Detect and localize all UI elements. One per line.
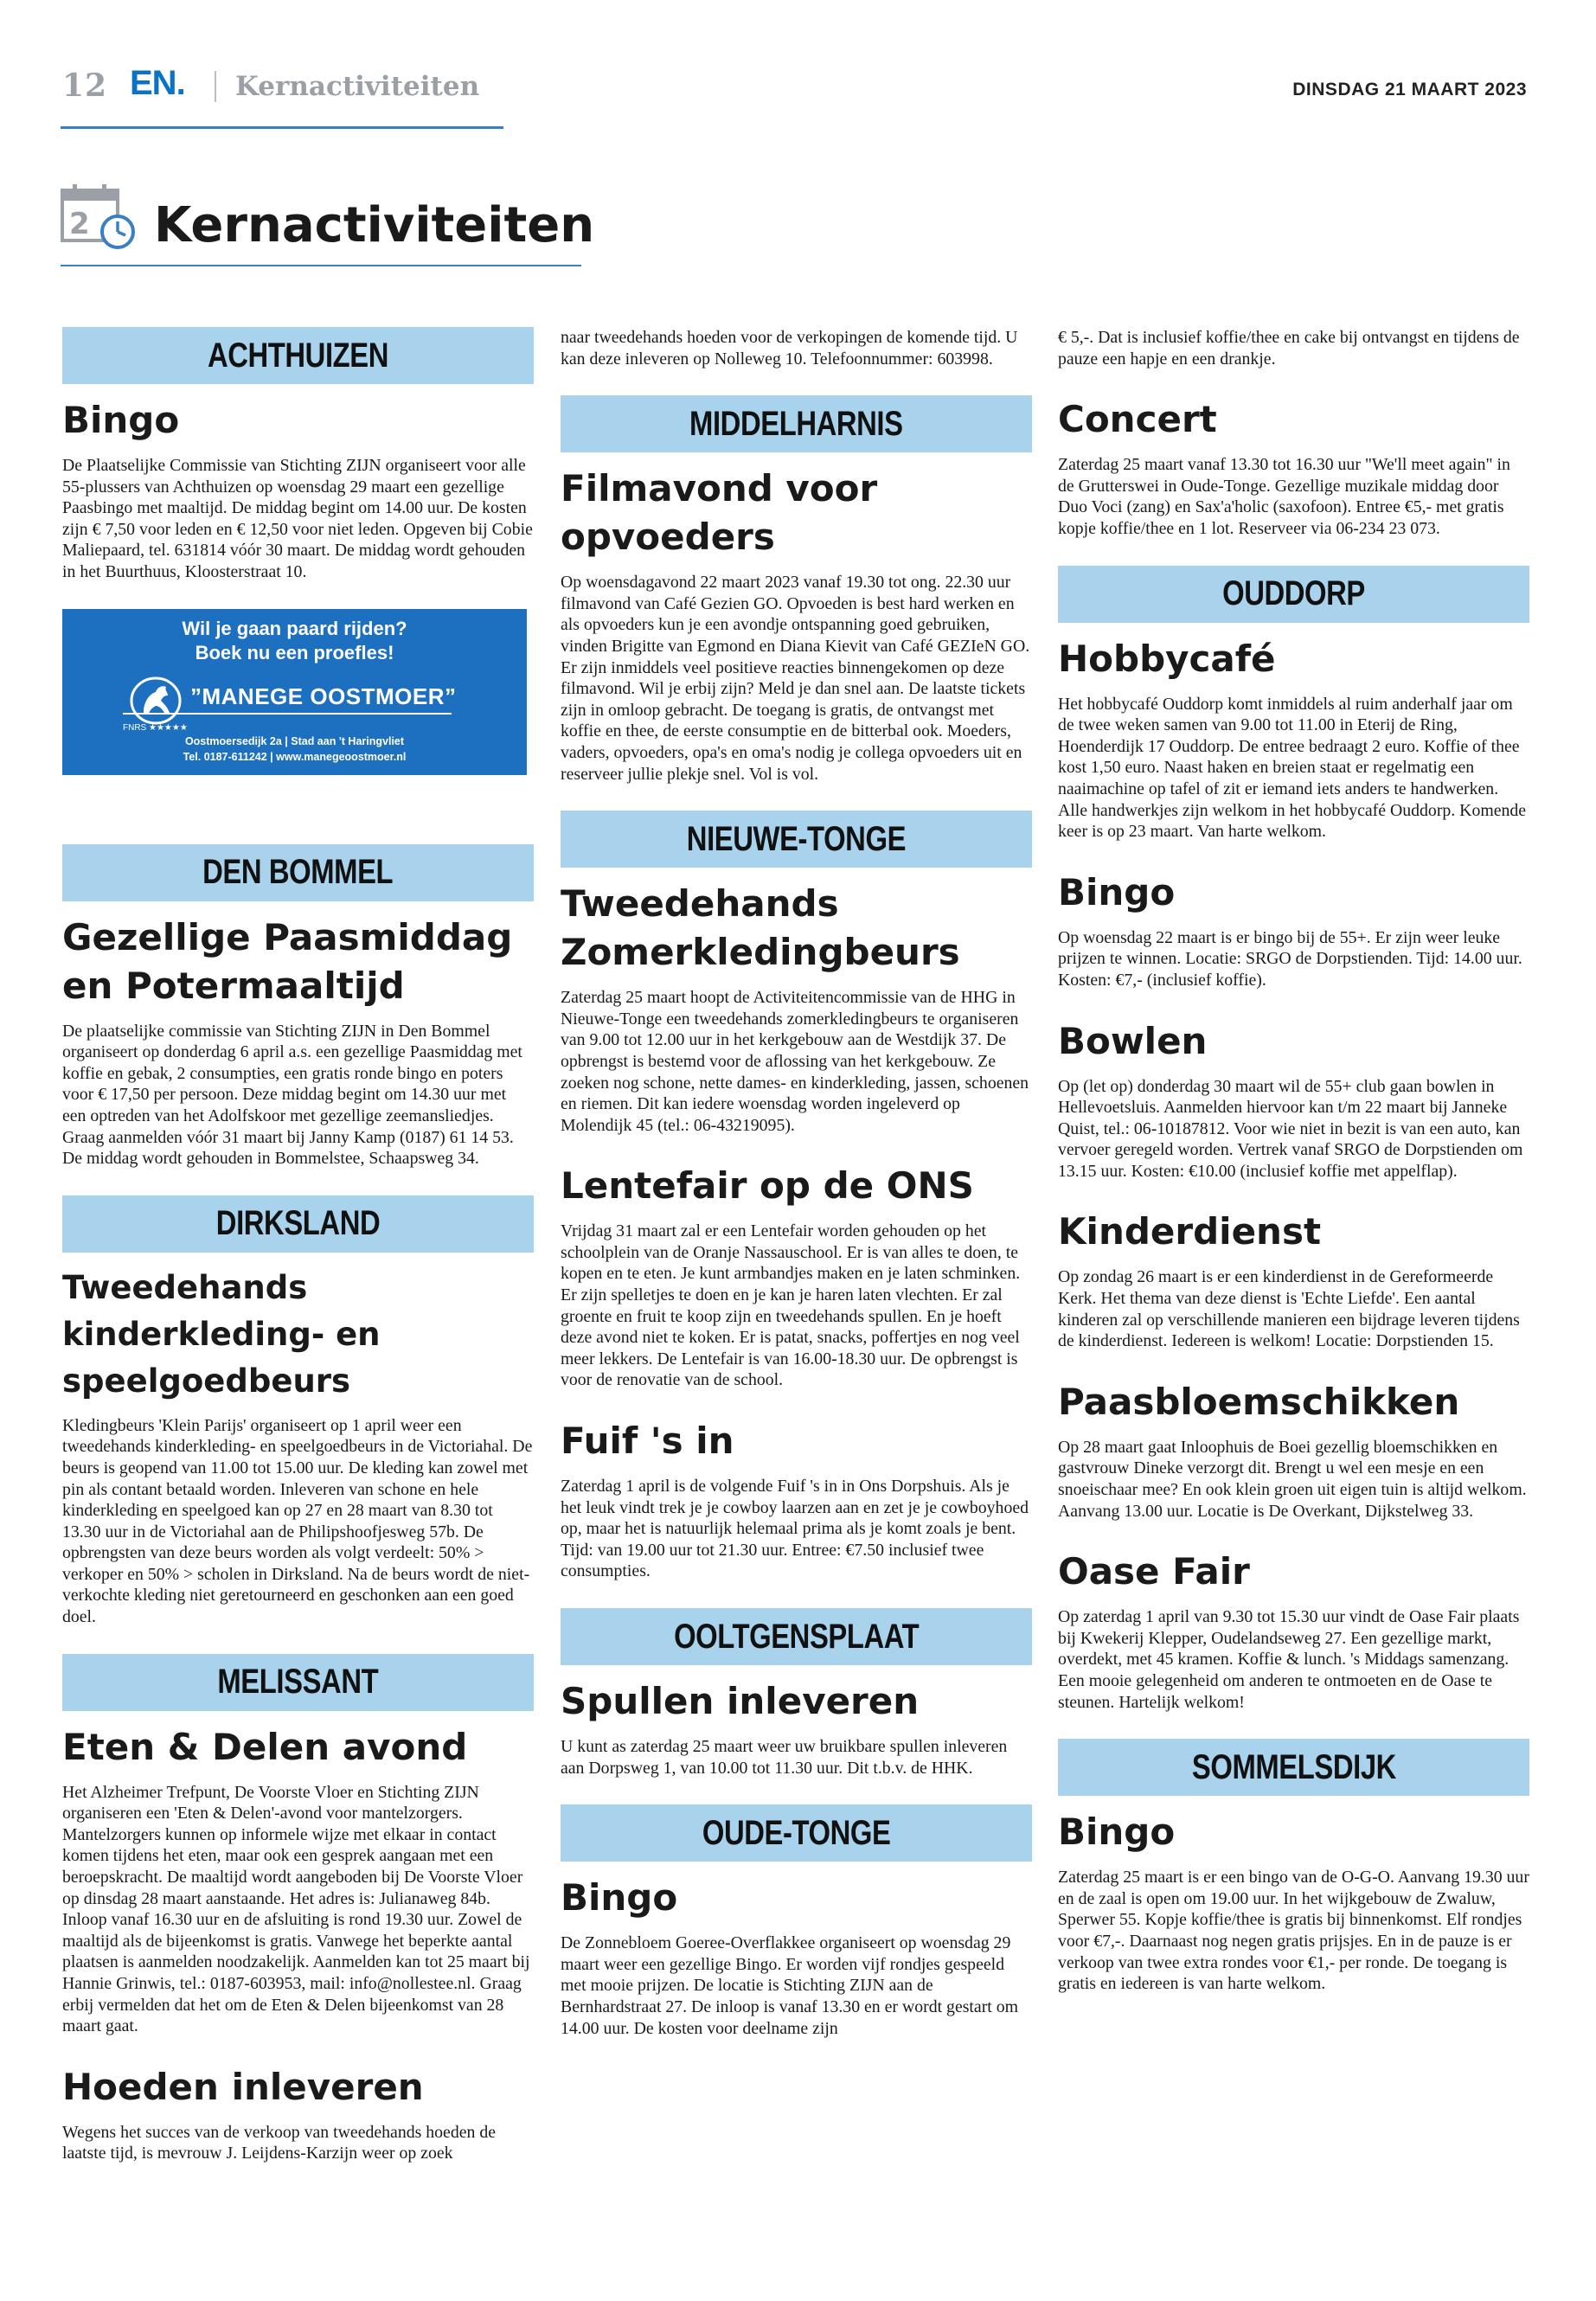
article-body: Het Alzheimer Trefpunt, De Voorste Vloer en Stichting ZIJN organiseren een 'Eten & Delen'-avond voor mantelzorgers. Mantelzorgers kunnen op informele wijze met elkaar in contact komen tijdens het eten, maar ook een gesprek aangaan met een beroepskracht. De maaltijd wordt aangeboden bij De Voorste Vloer op dinsdag 28 maart aanstaande. Het adres is: Julianaweg 84b. Inloop vanaf 16.30 uur en de afsluiting is rond 19.30 uur. Zowel de maaltijd als de bijeenkomst is gratis. Vanwege het beperkte aantal plaatsen is aanmelden noodzakelijk. Aanmelden kan tot 25 maart bij Hannie Grinwis, tel.: 0187-603953, mail: info@nollestee.nl. Graag erbij vermelden dat het om de Eten & Delen bijeenkomst van 28 maart gaat. xyxy=(62,1782,530,2036)
article-body: Zaterdag 1 april is de volgende Fuif 's in in Ons Dorpshuis. Als je het leuk vindt trek je je cowboy laarzen aan en zet je je cowboyhoed op, maar het is natuurlijk helemaal prima als je komt zoals je bent. Tijd: van 19.00 uur tot 21.30 uur. Entree: €7.50 inclusief twee consumpties. xyxy=(561,1477,1029,1581)
article-body: € 5,-. Dat is inclusief koffie/thee en cake bij ontvangst en tijdens de pauze een hapje en een drankje. xyxy=(1058,328,1520,369)
location-tag xyxy=(1058,566,1529,623)
article-body: De plaatselijke commissie van Stichting ZIJN in Den Bommel organiseert op donderdag 6 april a.s. een gezellige Paasmiddag met koffie en gebak, 2 consumpties, een gratis ronde bingo en poters voor € 17,50 per persoon. Deze middag begint om 14.30 uur met een optreden van het Adolfskoor met gezellige zeemansliedjes. Graag aanmelden vóór 31 maart bij Janny Kamp (0187) 61 14 53. De middag wordt gehouden in Bommelstee, Schaapsweg 34. xyxy=(62,1021,522,1169)
column-1 xyxy=(62,327,534,2190)
location-tag xyxy=(561,1608,1032,1665)
ad-subheadline: Boek nu een proefles! xyxy=(195,641,394,663)
location-tag xyxy=(62,1195,534,1253)
location-tag xyxy=(561,1804,1032,1862)
manege-advertisement[interactable] xyxy=(62,609,527,775)
location-tag xyxy=(561,811,1032,868)
article-body: Kledingbeurs 'Klein Parijs' organiseert op 1 april weer een tweedehands kinderkleding- en speelgoedbeurs in de Victoriahal. De beurs is geopend van 11.00 tot 15.00 uur. De kleding kan zowel met pin als contant betaald worden. Inleveren van schone en hele kinderkleding en speelgoed kan op 27 en 28 maart van 8.30 tot 13.30 uur in de Victoriahal aan de Philipshoofjesweg 57b. De opbrengsten van deze beurs worden als volgt verdeelt: 50% > verkoper en 50% > scholen in Dirksland. Na de beurs wordt de niet-verkochte kleding niet geretourneerd en geschonken aan een goed doel. xyxy=(62,1415,533,1627)
location-tag-label: DIRKSLAND xyxy=(215,1204,381,1243)
article-headline: Filmavond voor opvoeders xyxy=(561,467,878,559)
location-tag xyxy=(62,327,534,384)
article-body: Zaterdag 25 maart hoopt de Activiteitencommissie van de HHG in Nieuwe-Tonge een tweedehands zomerkledingbeurs te organiseren van 9.00 tot 12.00 uur in het kerkgebouw aan de Westdijk 37. De opbrengst is bestemd voor de aflossing van het kerkgebouw. Ze zoeken nog schone, nette dames- en kinderkleding, jassen, schoenen en riemen. Dit kan iedere woensdag worden ingeleverd op Molendijk 45 (tel.: 06-43219095). xyxy=(561,988,1029,1135)
column-2 xyxy=(561,327,1032,2065)
article-headline: Bingo xyxy=(62,399,180,441)
article-body: Op zaterdag 1 april van 9.30 tot 15.30 uur vindt de Oase Fair plaats bij Kwekerij Klepper, Oudelandseweg 27. Een gezellige markt, overdekt, met 45 kramen. Koffie & lunch. 's Middags samenzang. Een mooie gelegenheid om anderen te ontmoeten en de Oase te steunen. Hartelijk welkom! xyxy=(1058,1607,1520,1712)
ad-contact: Tel. 0187-611242 | www.manegeoostmoer.nl xyxy=(183,750,407,763)
header-rule xyxy=(61,126,503,129)
location-tag-label: OUDDORP xyxy=(1222,574,1365,613)
article-headline: Bingo xyxy=(561,1876,678,1920)
column-3 xyxy=(1058,327,1529,2021)
location-tag xyxy=(1058,1739,1529,1796)
location-tag-label: MIDDELHARNIS xyxy=(689,404,903,443)
article-body: Op zondag 26 maart is er een kinderdienst in de Gereformeerde Kerk. Het thema van deze dienst is 'Echte Liefde'. Een aantal kinderen zal op verschillende manieren een bijdrage leveren tijdens de kinderdienst. Iedereen is welkom! Locatie: Dorpstienden 15. xyxy=(1058,1267,1520,1351)
location-tag-label: ACHTHUIZEN xyxy=(207,336,389,375)
article-headline: Gezellige Paasmiddag en Potermaaltijd xyxy=(62,915,513,1007)
article-headline: Oase Fair xyxy=(1058,1550,1250,1593)
location-tag-label: DEN BOMMEL xyxy=(202,853,394,892)
location-tag-label: NIEUWE-TONGE xyxy=(686,819,907,858)
ad-brand: ”MANEGE OOSTMOER” xyxy=(190,683,457,709)
article-body: Zaterdag 25 maart vanaf 13.30 tot 16.30 uur "We'll meet again" in de Grutterswei in Oude-Tonge. Gezellige muzikale middag door Duo Voci (zang) en Sax'a'holic (saxofoon). Entree €5,- met gratis kopje koffie/thee en 1 lot. Reserveer via 06-234 23 073. xyxy=(1058,455,1510,538)
article-body: Zaterdag 25 maart is er een bingo van de O-G-O. Aanvang 19.30 uur en de zaal is open om 19.00 uur. In het wijkgebouw de Zwaluw, Sperwer 55. Kopje koffie/thee is gratis bij binnenkomst. Elf rondjes voor €7,-. Daarnaast nog negen gratis prijsjes. En in de pauze is er verkoop van twee extra rondes voor €1,- per ronde. De toegang is gratis en iedereen is van harte welkom. xyxy=(1058,1868,1529,1994)
issue-date: DINSDAG 21 MAART 2023 xyxy=(1292,80,1527,99)
calendar-icon-digit: 2 xyxy=(69,207,90,241)
location-tag xyxy=(561,395,1032,452)
article-body: Het hobbycafé Ouddorp komt inmiddels al ruim anderhalf jaar om de twee weken samen van 9.00 tot 11.00 in Eterij de Ring, Hoenderdijk 17 Ouddorp. De entree bedraagt 2 euro. Koffie of thee kost 1,50 euro. Naast haken en breien staat er regelmatig een naaimachine op tafel of zit er iemand iets anders te handwerken. Alle handwerkjes zijn welkom in het hobbycafé Ouddorp. Komende keer is op 23 maart. Van harte welkom. xyxy=(1058,694,1527,842)
ad-headline: Wil je gaan paard rijden? xyxy=(182,617,407,639)
article-body: Op woensdag 22 maart is er bingo bij de 55+. Er zijn weer leuke prijzen te winnen. Locatie: SRGO de Dorpstienden. Tijd: 14.00 uur. Kosten: €7,- (inclusief koffie). xyxy=(1058,927,1522,990)
article-headline: Kinderdienst xyxy=(1058,1210,1322,1253)
article-headline: Bowlen xyxy=(1058,1019,1208,1062)
article-headline: Concert xyxy=(1058,398,1217,441)
section-name: Kernactiviteiten xyxy=(235,71,480,102)
article-body: Op (let op) donderdag 30 maart wil de 55+ club gaan bowlen in Hellevoetsluis. Aanmelden hiervoor kan t/m 22 maart bij Janneke Quist, tel.: 06-10187812. Voor wie niet in bezit is van een auto, kan vervoer geregeld worden. Vertrek vanaf SRGO de Dorpstienden om 13.15 uur. Kosten: €10.00 (inclusief koffie met appelflap). xyxy=(1058,1076,1523,1181)
article-body: De Plaatselijke Commissie van Stichting ZIJN organiseert voor alle 55-plussers van Achthuizen op woensdag 29 maart een gezellige Paasbingo met maaltijd. De middag begint om 14.00 uur. De kosten zijn € 7,50 voor leden en € 12,50 voor niet leden. Opgeven bij Cobie Maliepaard, tel. 631814 vóór 30 maart. De middag wordt gehouden in het Buurthuus, Kloosterstraat 10. xyxy=(62,456,533,581)
article-headline: Tweedehands kinderkleding- en speelgoedbeurs xyxy=(62,1268,381,1400)
location-tag-label: SOMMELSDIJK xyxy=(1191,1747,1396,1786)
article-headline: Fuif 's in xyxy=(561,1420,734,1463)
location-tag-label: MELISSANT xyxy=(217,1663,379,1702)
header-separator xyxy=(215,71,216,102)
article-headline: Hobbycafé xyxy=(1058,637,1276,680)
article-body: Op woensdagavond 22 maart 2023 vanaf 19.30 tot ong. 22.30 uur filmavond van Café Gezien GO. Opvoeden is best hard werken en als opvoeders kun je een avondje ontspanning goed gebruiken, vinden Brigitte van Egmond en Diana Kievit van Café GEZIeN GO. Er zijn inmiddels veel positieve reacties binnengekomen op deze filmavond. Wil je erbij zijn? Meld je dan snel aan. De laatste tickets zijn in omloop gebracht. De toegang is gratis, de ontvangst met koffie en thee, de eerste consumptie en de bitterbal ook. Moeders, vaders, opvoeders, opa's en oma's nodig je collega opvoeders uit en reserveer jullie plekje snel. Vol is vol. xyxy=(561,573,1030,784)
article-body: De Zonnebloem Goeree-Overflakkee organiseert op woensdag 29 maart weer een gezellige Bingo. Er worden vijf rondjes gespeeld met mooie prijzen. De locatie is Stichting ZIJN aan de Bernhardstraat 27. De inloop is vanaf 13.30 en er wordt gestart om 14.00 uur. De kosten voor deelname zijn xyxy=(561,1933,1019,2038)
article-body: Vrijdag 31 maart zal er een Lentefair worden gehouden op het schoolplein van de Oranje Nassauschool. Er is van alles te doen, te kopen en te eten. Je kunt armbandjes maken en je laten schminken. Er zijn spelletjes te doen en je kan je haren laten vlechten. Er zal groente en fruit te koop zijn en tweedehands spullen. En je hoeft deze avond niet te koken. Er is patat, snacks, poffertjes en nog veel meer lekkers. De Lentefair is van 16.00-18.30 uur. De opbrengst is voor de renovatie van de school. xyxy=(561,1221,1021,1390)
article-headline: Spullen inleveren xyxy=(561,1680,920,1722)
article-body: Op 28 maart gaat Inloophuis de Boei gezellig bloemschikken en gastvrouw Dineke verzorgt dit. Brengt u wel een mesje en een snoeischaar mee? En ook klein groen uit eigen tuin is altijd welkom. Aanvang 13.00 uur. Locatie is De Overkant, Dijkstelweg 33. xyxy=(1058,1437,1527,1521)
article-body: Wegens het succes van de verkoop van tweedehands hoeden de laatste tijd, is mevrouw J. Leijdens-Karzijn weer op zoek xyxy=(62,2122,496,2163)
page-title: Kernactiviteiten xyxy=(154,197,595,253)
article-headline: Tweedehands Zomerkledingbeurs xyxy=(561,882,960,974)
newspaper-logo: EN. xyxy=(130,64,185,102)
ad-rule xyxy=(123,713,452,715)
article-headline: Bingo xyxy=(1058,870,1176,913)
article-headline: Hoeden inleveren xyxy=(62,2065,424,2108)
location-tag xyxy=(62,1654,534,1711)
article-body: naar tweedehands hoeden voor de verkopingen de komende tijd. U kan deze inleveren op Nolleweg 10. Telefoonnummer: 603998. xyxy=(561,328,1018,369)
horse-logo-icon xyxy=(130,675,182,727)
article-headline: Bingo xyxy=(1058,1811,1176,1854)
location-tag xyxy=(62,844,534,901)
article-headline: Paasbloemschikken xyxy=(1058,1380,1460,1423)
article-body: U kunt as zaterdag 25 maart weer uw bruikbare spullen inleveren aan Dorpsweg 1, van 10.00 tot 11.30 uur. Dit t.b.v. de HHK. xyxy=(561,1737,1008,1778)
page-number: 12 xyxy=(62,67,108,104)
article-headline: Lentefair op de ONS xyxy=(561,1164,974,1208)
ad-fnrs-rating: FNRS ★★★★★ xyxy=(123,722,188,733)
location-tag-label: OUDE-TONGE xyxy=(702,1813,891,1852)
article-headline: Eten & Delen avond xyxy=(62,1725,468,1768)
calendar-clock-icon xyxy=(61,183,138,253)
location-tag-label: OOLTGENSPLAAT xyxy=(673,1617,920,1656)
ad-address: Oostmoersedijk 2a | Stad aan 't Haringvliet xyxy=(184,734,405,747)
title-rule xyxy=(61,265,581,266)
